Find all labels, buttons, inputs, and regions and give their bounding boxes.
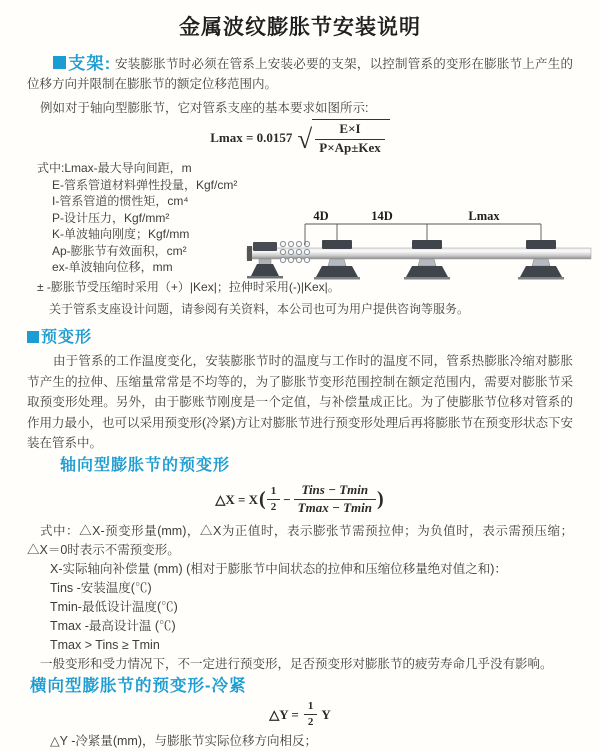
definition-item: Tmax -最高设计温 (℃) xyxy=(50,618,176,633)
definition-item: Ap-膨胀节有效面积，cm² xyxy=(52,243,187,258)
definition-item: I-管系管道的惯性矩，cm⁴ xyxy=(52,194,189,208)
definition-item: 式中:Lmax-最大导向间距，m xyxy=(37,161,192,175)
formula-lhs: △X = X xyxy=(215,491,259,507)
definition-item: Tmax > Tins ≥ Tmin xyxy=(50,637,160,652)
section-bullet-icon xyxy=(27,331,39,343)
predeform-body-paragraph: 由于管系的工作温度变化，安装膨胀节时的温度与工作时的温度不同，管系热膨胀冷缩对膨胀节产生的拉伸、压缩量常常是不均等的，为了膨胀节变形范围控制在额定范围内，需要对膨胀节采取预变形处理。另外，由于膨账节刚度是一个定值，与补偿量成正比。为了使膨胀节位移对管系的作用力最小，也可以采用预变形(冷紧)方让对膨胀节进行预变形处理后再将膨胀节在预变形状态下安装在管系中。 xyxy=(27,354,573,450)
formula-numerator: Tins − Tmin xyxy=(301,482,369,498)
page-title: 金属波纹膨胀节安装说明 xyxy=(179,16,421,39)
lateral-predeform-heading: 横向型膨胀节的预变形-冷紧 xyxy=(30,676,247,695)
square-root-expression xyxy=(297,119,389,156)
definition-item: Tmin-最低设计温度(℃) xyxy=(50,599,178,614)
support-lead-paragraph xyxy=(27,54,573,94)
section-support-heading: 支架: xyxy=(68,54,112,73)
definition-item: X-实际轴向补偿量 (mm) (相对于膨胀节中间状态的拉伸和压缩位移量绝对值之和)： xyxy=(50,561,507,576)
anchor-support xyxy=(247,242,283,279)
formula-numerator: E×I xyxy=(339,121,361,137)
definition-item: ± -膨胀节受压缩时采用（+）|Kex|；拉伸时采用(-)|Kex|。 xyxy=(37,279,340,294)
consulting-note: 关于管系支座设计问题，请参阅有关资料，本公司也可为用户提供咨询等服务。 xyxy=(49,302,470,316)
lateral-predeform-formula: △Y = $\frac{1}{2}$ Y xyxy=(269,699,331,728)
guide-support xyxy=(518,240,564,280)
diagram-label-lmax: Lmax xyxy=(468,209,500,223)
formula-denominator: P×Ap±Kex xyxy=(315,139,384,157)
axial-predeform-heading: 轴向型膨胀节的预变形 xyxy=(60,456,231,474)
definition-item: Tins -安装温度(℃) xyxy=(50,580,152,595)
definition-item: E-管系管道材料弹性投量，Kgf/cm² xyxy=(52,177,238,192)
diagram-label-14d: 14D xyxy=(371,209,393,223)
formula-lhs: △Y = xyxy=(269,706,299,722)
section-bullet-icon xyxy=(53,56,66,69)
guide-support xyxy=(314,240,360,280)
radical-sign-icon: √ xyxy=(297,123,313,154)
axial-definitions-list xyxy=(40,560,580,674)
definition-item: K-单波轴向刚度；Kgf/mm xyxy=(52,227,190,241)
guide-support xyxy=(404,240,450,280)
formula-denominator: Tmax − Tmin xyxy=(294,499,376,517)
axial-predeform-formula: △X = X ( $\frac{1}{2}$ − $\frac{\text{Tins − Tmin}}{Tmax - Tmin}$ ) xyxy=(215,482,384,515)
pipe-support-diagram xyxy=(243,204,595,300)
formula-lhs: Lmax = 0.0157 xyxy=(210,130,293,145)
lateral-definition: △Y -冷紧量(mm)，与膨胀节实际位移方向相反； xyxy=(50,733,318,748)
diagram-label-4d: 4D xyxy=(313,209,329,223)
document-page xyxy=(0,14,600,751)
support-example-text: 例如对于轴向型膨胀节，它对管系支座的基本要求如图所示: xyxy=(40,101,369,115)
definition-item: 一般变形和受力情况下，不一定进行预变形，足否预变形对膨胀节的疲劳寿命几乎没有影响。 xyxy=(40,656,553,671)
guide-spacing-formula xyxy=(0,122,600,154)
axial-formula-note: 式中：△X-预变形量(mm)，△X为正值时，表示膨张节需预拉伸；为负值时，表示需预压缩；△X＝0时表示不需预变形。 xyxy=(27,523,573,557)
definition-item: ex-单波轴向位移，mm xyxy=(52,260,173,274)
support-intro-text: 安装膨胀节时必须在管系上安装必要的支架，以控制管系的变形在膨胀节上产生的位移方向并限制在膨胀节的额定位移范围内。 xyxy=(27,57,573,91)
formula-rhs: Y xyxy=(321,706,331,722)
section-predeform-heading: 预变形 xyxy=(27,328,600,348)
definition-item: P-设计压力，Kgf/mm² xyxy=(52,210,170,225)
